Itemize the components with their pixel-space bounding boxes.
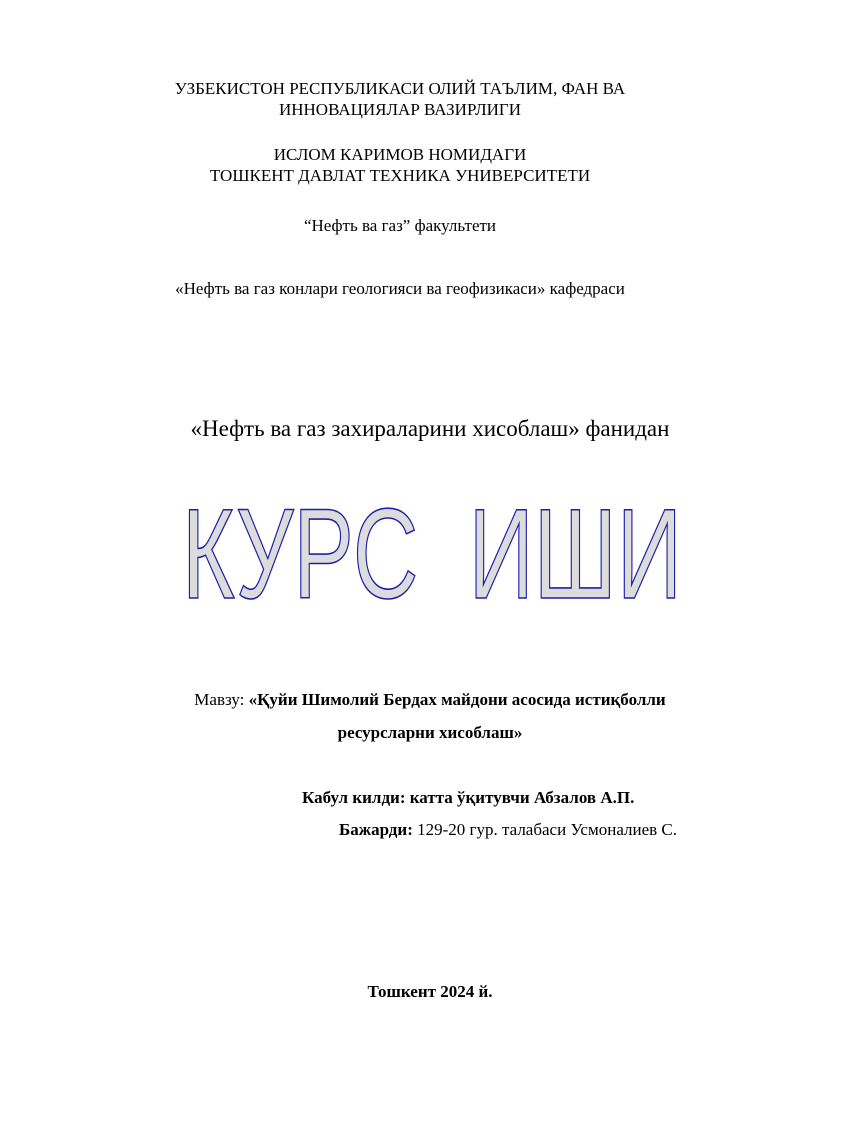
performed-label: Бажарди: — [339, 820, 413, 839]
department-name: «Нефть ва газ конлари геологияси ва геофизикаси» кафедраси — [175, 279, 625, 298]
university-line-2: ТОШКЕНТ ДАВЛАТ ТЕХНИКА УНИВЕРСИТЕТИ — [209, 166, 591, 185]
wordart-graphic — [176, 470, 688, 650]
topic-line-1 — [0, 688, 860, 711]
topic-title-1: «Қуйи Шимолий Бердах майдони асосида истиқболли — [248, 690, 666, 709]
city-year: Тошкент 2024 й. — [367, 982, 493, 1001]
wordart-title — [176, 470, 688, 650]
performed-value: 129-20 гур. талабаси Усмоналиев С. — [412, 820, 678, 839]
faculty-name: “Нефть ва газ” факультети — [303, 216, 497, 235]
subject-title: «Нефть ва газ захираларини хисоблаш» фанидан — [190, 416, 670, 441]
university-line-1: ИСЛОМ КАРИМОВ НОМИДАГИ — [273, 145, 527, 164]
accepted-by: Кабул килди: катта ўқитувчи Абзалов А.П. — [302, 788, 635, 807]
ministry-line-2: ИННОВАЦИЯЛАР ВАЗИРЛИГИ — [278, 100, 522, 119]
ministry-line-1: УЗБЕКИСТОН РЕСПУБЛИКАСИ ОЛИЙ ТАЪЛИМ, ФАН ВА — [174, 79, 626, 98]
topic-title-2: ресурсларни хисоблаш» — [337, 723, 523, 742]
wordart-text: КУРС ИШИ — [182, 483, 682, 626]
topic-label: Мавзу: — [194, 690, 249, 709]
performed-by — [339, 818, 677, 841]
